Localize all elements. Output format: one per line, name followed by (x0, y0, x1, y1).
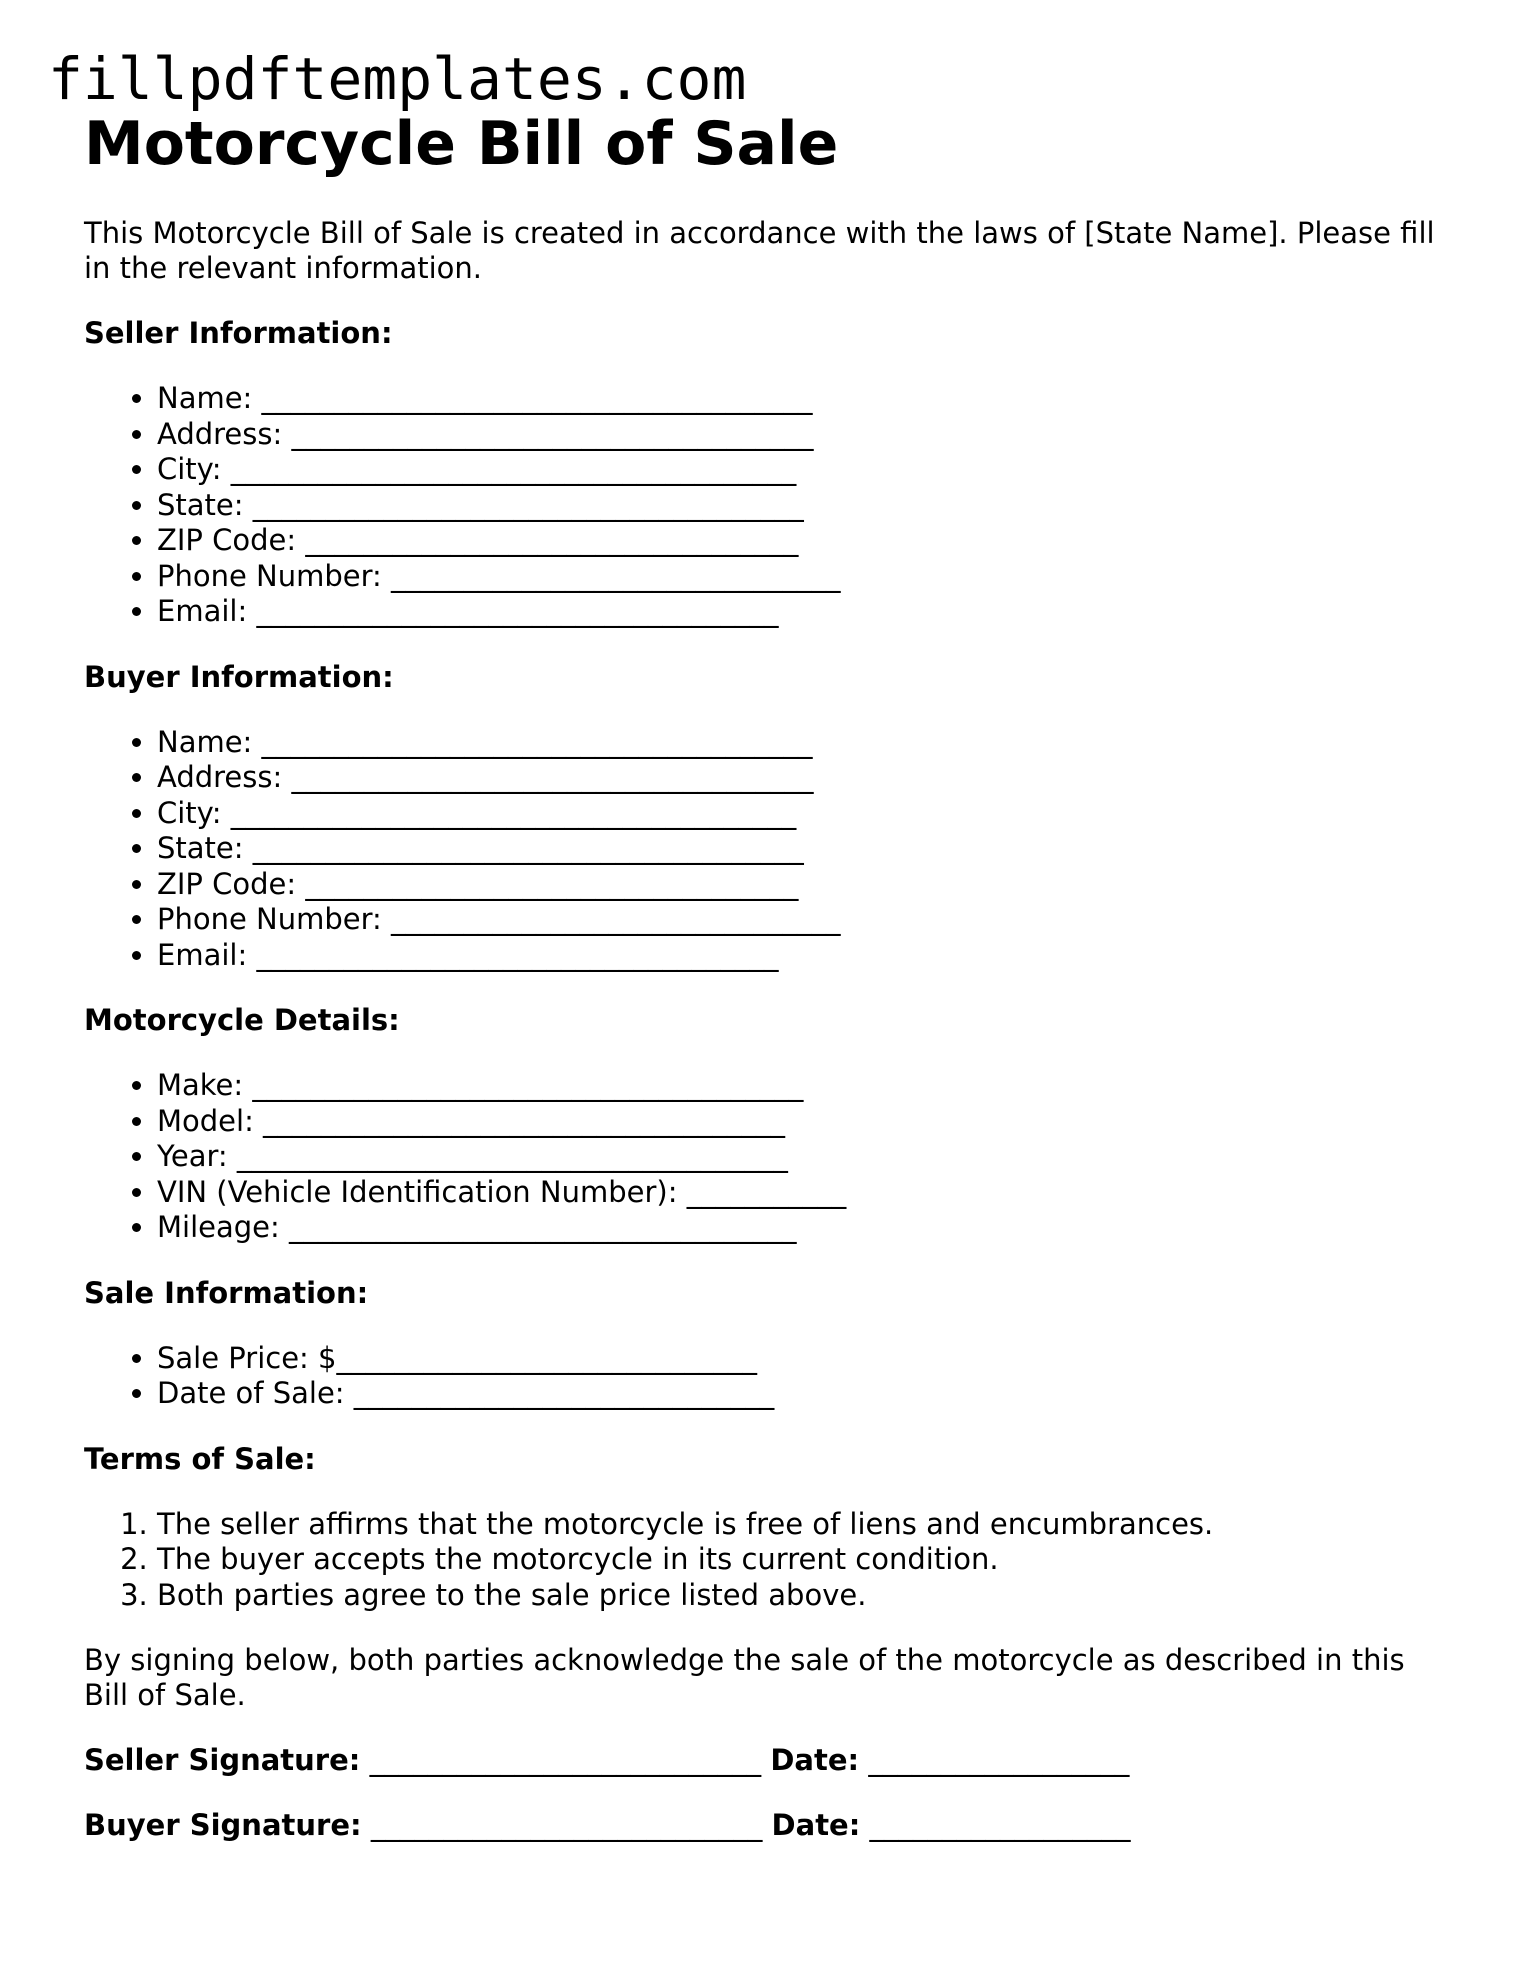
seller-signature-row (84, 1743, 1444, 1778)
motorcycle-heading: Motorcycle Details: (84, 1003, 400, 1037)
motorcycle-list (84, 1068, 1444, 1246)
seller-address-field[interactable]: • Address: ____________________________________ (157, 417, 1444, 453)
buyer-date-field[interactable]: __________________ (869, 1808, 1131, 1842)
buyer-name-field[interactable]: • Name: ______________________________________ (157, 725, 1444, 761)
motorcycle-year-field[interactable]: • Year: ______________________________________ (157, 1139, 1444, 1175)
terms-heading: Terms of Sale: (84, 1441, 316, 1476)
buyer-phone-field[interactable]: • Phone Number: _______________________________ (157, 902, 1444, 938)
term-item: 1. The seller affirms that the motorcycle is free of liens and encumbrances. (157, 1507, 1444, 1543)
seller-date-field[interactable]: __________________ (868, 1743, 1130, 1777)
acknowledgement-paragraph: By signing below, both parties acknowledge the sale of the motorcycle as described in this Bill of Sale. (84, 1643, 1405, 1712)
page-title: Motorcycle Bill of Sale (84, 109, 839, 179)
buyer-address-field[interactable]: • Address: ____________________________________ (157, 760, 1444, 796)
seller-city-field[interactable]: • City: _______________________________________ (157, 452, 1444, 488)
buyer-date-label: Date: (771, 1808, 861, 1842)
buyer-list (84, 725, 1444, 974)
seller-date-label: Date: (770, 1743, 860, 1777)
motorcycle-vin-field[interactable]: • VIN (Vehicle Identification Number): ___________ (157, 1175, 1444, 1211)
seller-email-field[interactable]: • Email: ____________________________________ (157, 594, 1444, 630)
buyer-signature-label: Buyer Signature: (84, 1808, 362, 1842)
motorcycle-mileage-field[interactable]: • Mileage: ___________________________________ (157, 1210, 1444, 1246)
terms-list (84, 1507, 1444, 1614)
seller-state-field[interactable]: • State: ______________________________________ (157, 488, 1444, 524)
seller-signature-field[interactable]: ___________________________ (369, 1743, 762, 1777)
intro-paragraph: This Motorcycle Bill of Sale is created in accordance with the laws of [State Name]. Please fill in the relevant information. (84, 216, 1435, 285)
motorcycle-make-field[interactable]: • Make: ______________________________________ (157, 1068, 1444, 1104)
seller-zip-field[interactable]: • ZIP Code: __________________________________ (157, 523, 1444, 559)
seller-heading: Seller Information: (84, 316, 393, 350)
term-item: 3. Both parties agree to the sale price listed above. (157, 1578, 1444, 1614)
seller-list (84, 381, 1444, 630)
seller-name-field[interactable]: • Name: ______________________________________ (157, 381, 1444, 417)
motorcycle-model-field[interactable]: • Model: ____________________________________ (157, 1104, 1444, 1140)
term-item: 2. The buyer accepts the motorcycle in its current condition. (157, 1542, 1444, 1578)
sale-date-field[interactable]: • Date of Sale: _____________________________ (157, 1376, 1444, 1412)
seller-signature-label: Seller Signature: (84, 1743, 361, 1777)
seller-phone-field[interactable]: • Phone Number: _______________________________ (157, 559, 1444, 595)
buyer-signature-row (84, 1808, 1444, 1843)
buyer-state-field[interactable]: • State: ______________________________________ (157, 831, 1444, 867)
sale-price-field[interactable]: • Sale Price: $_____________________________ (157, 1341, 1444, 1377)
document-page (84, 108, 1444, 1843)
sale-heading: Sale Information: (84, 1275, 369, 1310)
site-watermark: fillpdftemplates.com (48, 45, 747, 113)
buyer-zip-field[interactable]: • ZIP Code: __________________________________ (157, 867, 1444, 903)
sale-list (84, 1341, 1444, 1412)
buyer-heading: Buyer Information: (84, 659, 394, 694)
buyer-signature-field[interactable]: ___________________________ (370, 1808, 763, 1842)
buyer-city-field[interactable]: • City: _______________________________________ (157, 796, 1444, 832)
buyer-email-field[interactable]: • Email: ____________________________________ (157, 938, 1444, 974)
